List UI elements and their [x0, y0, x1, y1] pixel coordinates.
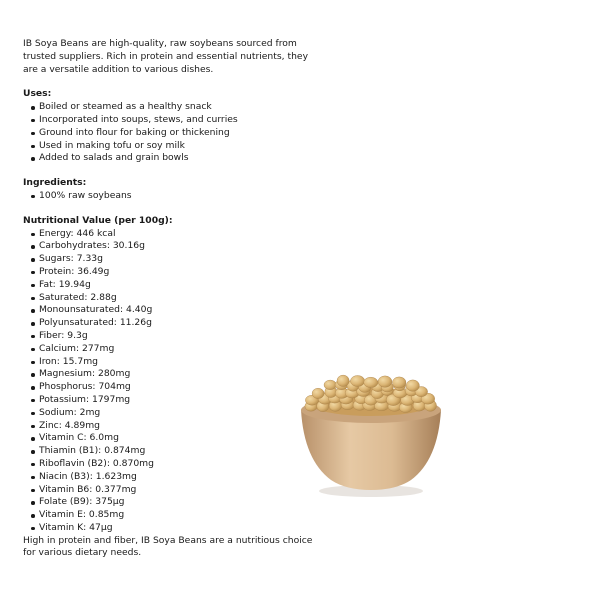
- closing-text: High in protein and fiber, IB Soya Beans are a nutritious choice for various dietary needs.: [23, 534, 313, 559]
- list-item: Thiamin (B1): 0.874mg: [23, 445, 323, 458]
- nutrition-list: [23, 228, 323, 535]
- soybean-bowl-image: [296, 340, 446, 500]
- list-item: Used in making tofu or soy milk: [23, 140, 323, 153]
- list-item: Added to salads and grain bowls: [23, 152, 323, 165]
- list-item: Energy: 446 kcal: [23, 228, 323, 241]
- soybean: [324, 380, 336, 390]
- soybean: [378, 376, 392, 387]
- list-item: 100% raw soybeans: [23, 190, 323, 203]
- soybean: [337, 375, 349, 386]
- uses-heading: Uses:: [23, 88, 52, 100]
- list-item: Saturated: 2.88g: [23, 292, 323, 305]
- list-item: Vitamin C: 6.0mg: [23, 432, 323, 445]
- soybean: [406, 380, 419, 391]
- nutrition-heading: Nutritional Value (per 100g):: [23, 214, 173, 226]
- list-item: Polyunsaturated: 11.26g: [23, 317, 323, 330]
- list-item: Protein: 36.49g: [23, 266, 323, 279]
- soybean: [392, 377, 406, 388]
- list-item: Fat: 19.94g: [23, 279, 323, 292]
- uses-list: [23, 101, 323, 165]
- list-item: Sugars: 7.33g: [23, 253, 323, 266]
- list-item: Niacin (B3): 1.623mg: [23, 471, 323, 484]
- list-item: Riboflavin (B2): 0.870mg: [23, 458, 323, 471]
- list-item: Incorporated into soups, stews, and curries: [23, 114, 323, 127]
- ingredients-list: [23, 190, 323, 203]
- list-item: Vitamin K: 47µg: [23, 522, 323, 535]
- list-item: Fiber: 9.3g: [23, 330, 323, 343]
- list-item: Calcium: 277mg: [23, 343, 323, 356]
- list-item: Magnesium: 280mg: [23, 368, 323, 381]
- product-description: [23, 38, 323, 560]
- list-item: Vitamin B6: 0.377mg: [23, 484, 323, 497]
- list-item: Ground into flour for baking or thickening: [23, 127, 323, 140]
- soybean: [351, 376, 365, 387]
- list-item: Zinc: 4.89mg: [23, 420, 323, 433]
- intro-text: IB Soya Beans are high-quality, raw soybeans sourced from trusted suppliers. Rich in protein and essential nutrients, they are a versatile addition to various dishes.: [23, 38, 309, 75]
- list-item: Boiled or steamed as a healthy snack: [23, 101, 323, 114]
- list-item: Vitamin E: 0.85mg: [23, 509, 323, 522]
- soybean: [364, 377, 378, 387]
- soybean-pile: [305, 375, 437, 416]
- ingredients-heading: Ingredients:: [23, 177, 87, 189]
- list-item: Monounsaturated: 4.40g: [23, 304, 323, 317]
- soybean: [312, 388, 324, 398]
- list-item: Phosphorus: 704mg: [23, 381, 323, 394]
- list-item: Iron: 15.7mg: [23, 356, 323, 369]
- list-item: Folate (B9): 375µg: [23, 496, 323, 509]
- list-item: Potassium: 1797mg: [23, 394, 323, 407]
- list-item: Carbohydrates: 30.16g: [23, 240, 323, 253]
- list-item: Sodium: 2mg: [23, 407, 323, 420]
